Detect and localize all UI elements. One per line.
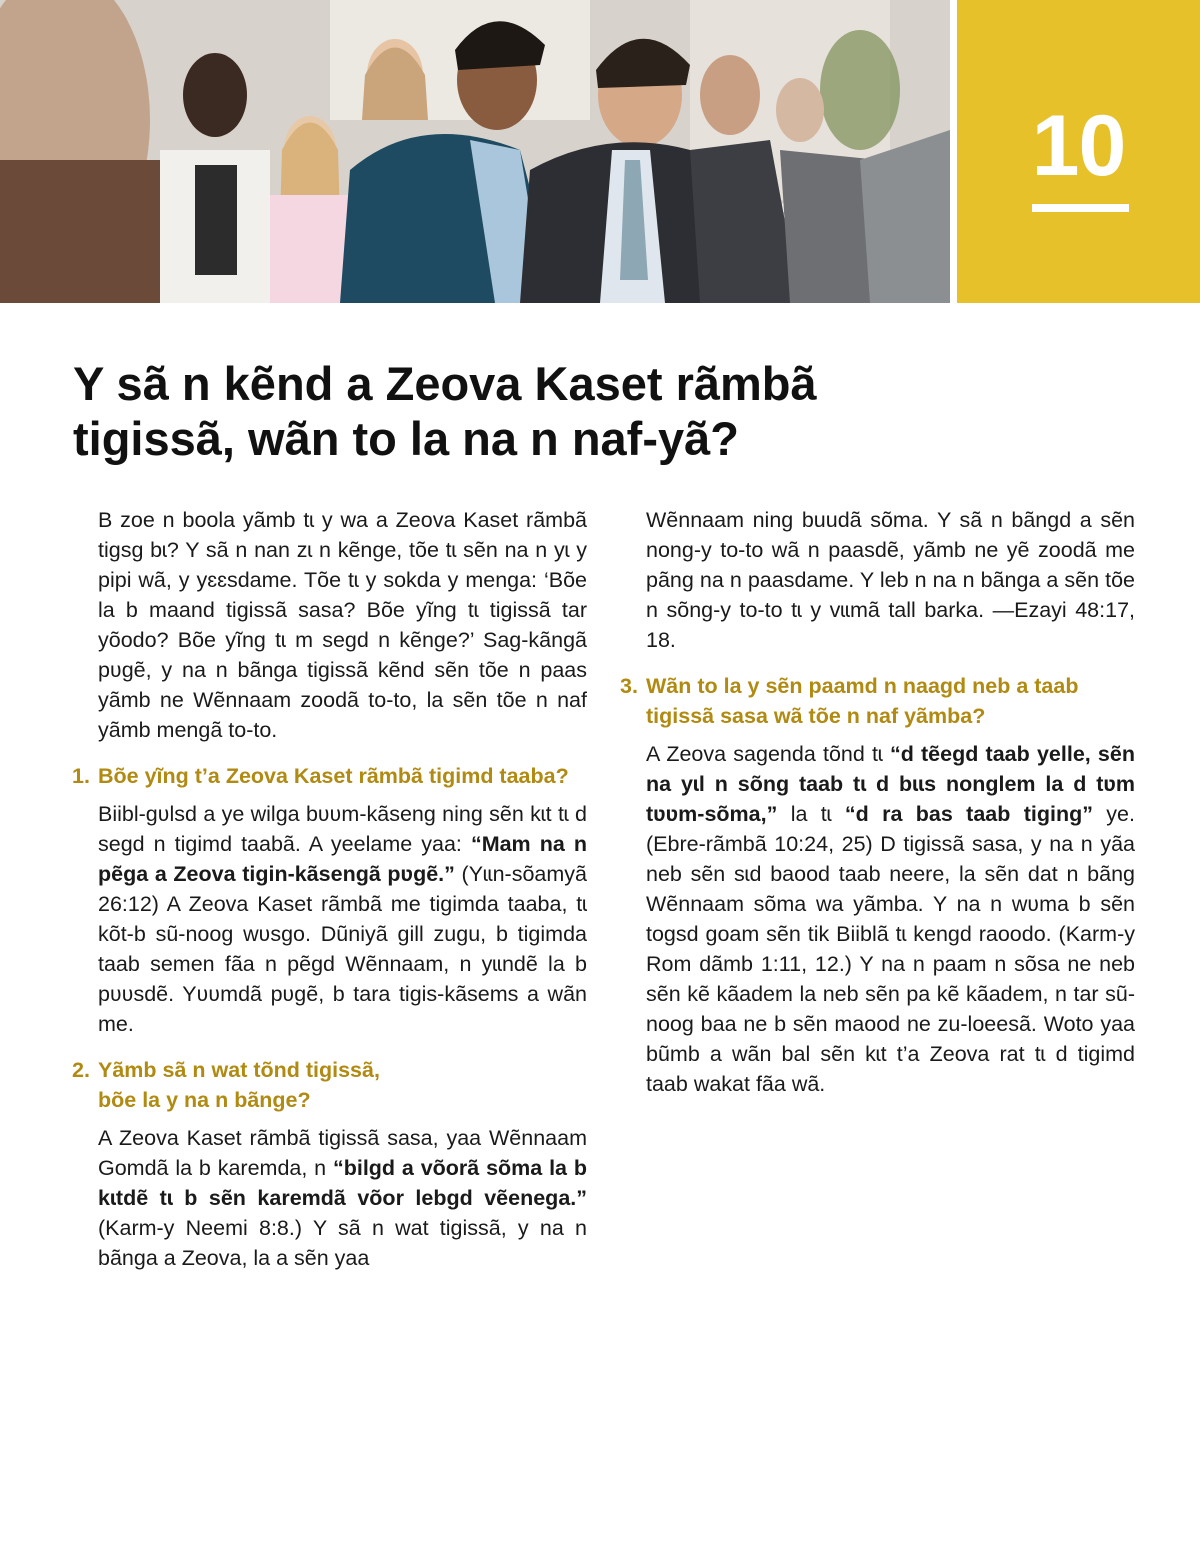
answer-paragraph-continued: Wẽnnaam ning buudã sõma. Y sã n bãngd a sẽn nong-y to-to wã n paasdẽ, yãmb ne yẽ zoodã me pãng na n paasdame. Y leb n na n bãnga a sẽn tõe n sõng-y to-to tɩ y vɩɩmã tall barka. —Ezayi 48:17, 18. — [646, 508, 1135, 652]
question-number: 2. — [72, 1058, 90, 1082]
hero-photo — [0, 0, 950, 303]
answer-paragraph — [72, 799, 587, 1039]
congregation-photo-illustration — [0, 0, 950, 303]
bible-quote: “Mam na n pẽga a Zeova tigin-kãsengã pʋgẽ.” — [98, 832, 587, 886]
answer-text: ye. (Ebre-rãmbã 10:24, 25) D tigissã sasa, y na n yãa neb sẽn sɩd baood taab neere, la sẽn dat n bãng Wẽnnaam sõma wa yãmba. Y na n wʋma b sẽn togsd goam sẽn tik Biiblã tɩ kengd raoodo. (Karm-y Rom dãmb 1:11, 12.) Y na n paam n sõsa ne neb sẽn kẽ kãadem la neb sẽn pa kẽ kãadem, n tar sũ-noog baa ne b sẽn maood ne zu-loeesã. Woto yaa bũmb a wãn bal sẽn kɩt t’a Zeova rat tɩ d tigimd taab wakat fãa wã. — [646, 802, 1135, 1096]
question-heading — [72, 1055, 587, 1115]
question-number: 3. — [620, 674, 638, 698]
question-heading — [72, 761, 587, 791]
answer-text: A Zeova sagenda tõnd tɩ — [646, 742, 890, 766]
bible-quote: “d tẽegd taab yelle, sẽn na yɩl n sõng taab tɩ d bɩɩs nonglem la d tʋm tʋʋm-sõma,” — [646, 742, 1135, 826]
left-column — [72, 505, 587, 1270]
right-column — [620, 505, 1135, 1099]
answer-text: A Zeova Kaset rãmbã tigissã sasa, yaa Wẽnnaam Gomdã la b karemda, n — [98, 1126, 587, 1180]
question-text: Bõe yĩng t’a Zeova Kaset rãmbã tigimd taaba? — [98, 764, 569, 788]
answer-text: la tɩ — [777, 802, 845, 826]
question-heading — [620, 671, 1135, 731]
question-text: Wãn to la y sẽn paamd n naagd neb a taab tigissã sasa wã tõe n naf yãmba? — [646, 674, 1079, 728]
answer-text: (Yɩɩn-sõamyã 26:12) A Zeova Kaset rãmbã me tigimda taaba, tɩ kõt-b sũ-noog wʋsgo. Dũniyã gill zugu, b tigimda taab semen fãa n pẽgd Wẽnnaam, n yɩɩndẽ la b pʋʋsdẽ. Yʋʋmdã pʋgẽ, b tara tigis-kãsems a wãn me. — [98, 862, 587, 1036]
question-number: 1. — [72, 764, 90, 788]
answer-paragraph — [620, 739, 1135, 1099]
bible-quote: “d ra bas taab tiging” — [844, 802, 1093, 826]
lesson-number: 10 — [1031, 98, 1126, 194]
intro-paragraph: B zoe n boola yãmb tɩ y wa a Zeova Kaset rãmbã tigsg bɩ? Y sã n nan zɩ n kẽnge, tõe tɩ sẽn na n yɩ y pipi wã, y yɛɛsdame. Tõe tɩ y sokda y menga: ‘Bõe la b maand tigissã sasa? Bõe yĩng tɩ tigissã tar yõodo? Bõe yĩng tɩ m segd n kẽnge?’ Sag-kãngã pʋgẽ, y na n bãnga tigissã kẽnd sẽn tõe n paas yãmb ne Wẽnnaam zoodã to-to, la sẽn tõe n naf yãmb mengã to-to. — [98, 508, 587, 742]
bible-quote: “bilgd a võorã sõma la b kɩtdẽ tɩ b sẽn karemdã võor lebgd vẽenega.” — [98, 1156, 587, 1210]
lesson-number-underline — [1032, 204, 1129, 212]
page-title: Y sã n kẽnd a Zeova Kaset rãmbã tigissã, wãn to la na n naf-yã? — [73, 357, 817, 465]
answer-text-part1: (Karm-y Neemi 8:8.) Y sã n wat tigissã, y na n bãnga a Zeova, la a sẽn yaa — [98, 1216, 587, 1270]
answer-paragraph — [72, 1123, 587, 1270]
answer-text: Biibl-gʋlsd a ye wilga bʋʋm-kãseng ning sẽn kɩt tɩ d segd n tigimd taabã. A yeelame yaa: — [98, 802, 587, 856]
question-text: Yãmb sã n wat tõnd tigissã, bõe la y na n bãnge? — [98, 1058, 380, 1112]
lesson-number-tab — [957, 0, 1200, 303]
